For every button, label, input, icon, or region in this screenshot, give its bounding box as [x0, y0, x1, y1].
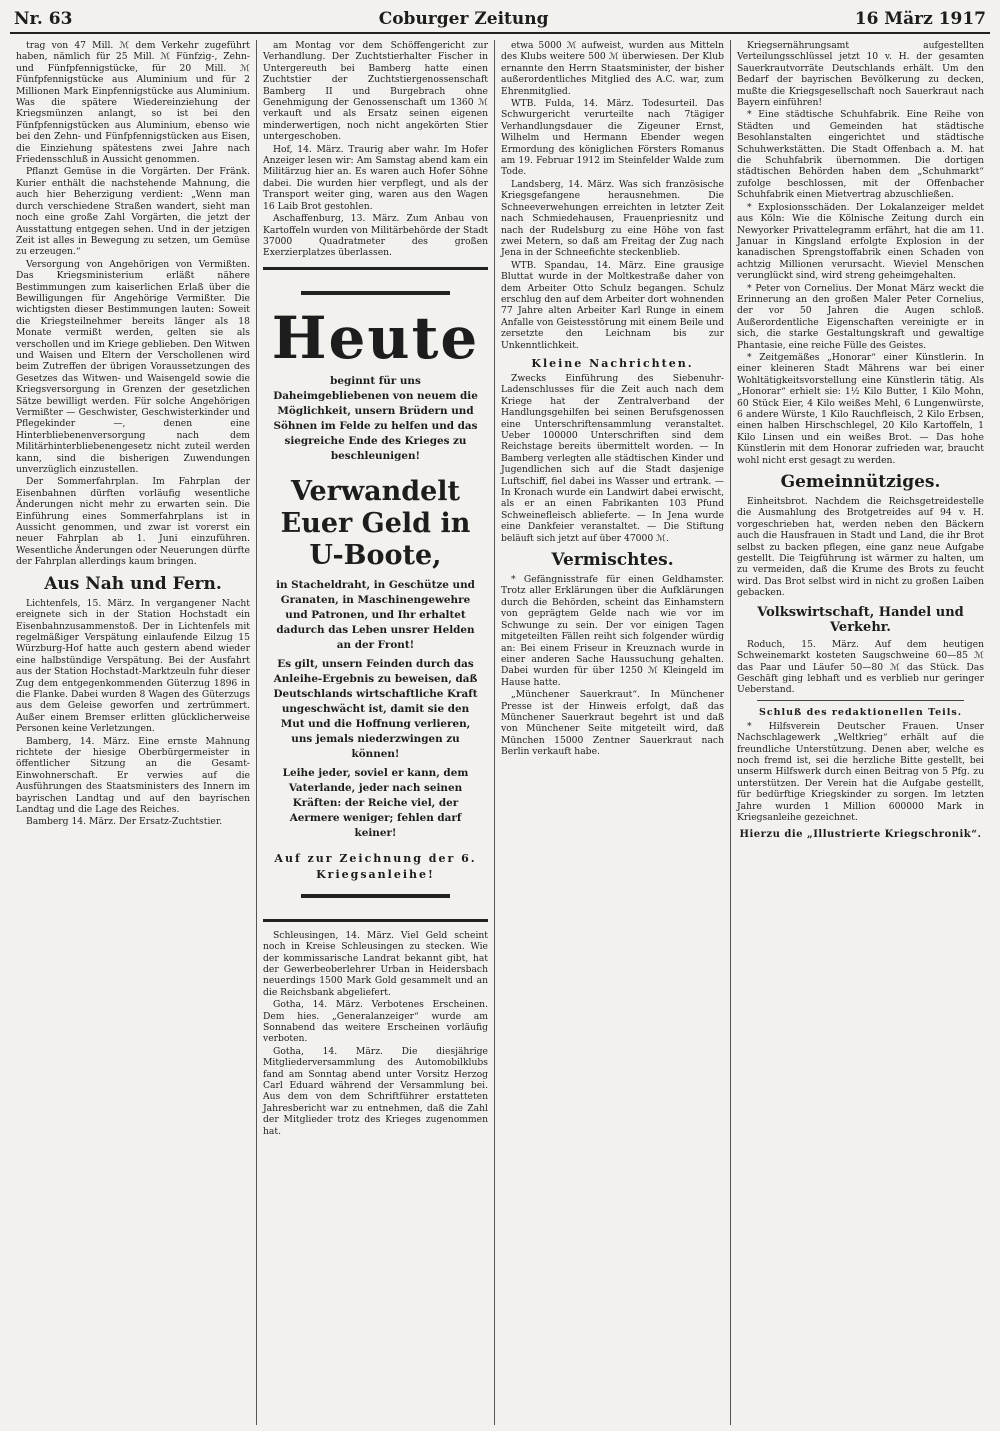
- article-paragraph: Gotha, 14. März. Verbotenes Erscheinen. Dem hies. „Generalanzeiger“ wurde am Sonnabend das weitere Erscheinen vorläufig verboten.: [263, 999, 488, 1045]
- ornament-divider: [301, 889, 450, 903]
- supplement-note: Hierzu die „Illustrierte Kriegschronik“.: [739, 829, 982, 841]
- section-heading: Volkswirtschaft, Handel und Verkehr.: [757, 604, 964, 635]
- article-paragraph: WTB. Spandau, 14. März. Eine grausige Bluttat wurde in der Moltkestraße daher von dem Arbeiter Otto Schulz begangen. Schulz erschlug den auf dem Arbeiter dort wohnenden 77 Jahre alten Arbeiter Karl Runge in einem Anfalle von Geistesstörung mit einem Beile und zersetzte den Leichnam bis zur Unkenntlichkeit.: [501, 259, 724, 351]
- article-paragraph: Zwecks Einführung des Siebenuhr-Ladenschlusses für die Zeit auch nach dem Kriege hat der Zentralverband der Handlungsgehilfen bei seinen Berufsgenossen eine Unterschriftensammlung veranstaltet. Ueber 100000 Unterschriften sind dem Reichstage bereits übermittelt worden. — In Bamberg verlegten alle städtischen Kinder und Jugendlichen sich auf die Stadt dasjenige Luftschiff, fiel dabei ins Wasser und ertrank. — In Kronach wurde ein Landwirt dabei erwischt, als er an einen Fabrikanten 103 Pfund Schweinefleisch ablieferte. — In Jena wurde eine Dankfeier veranstaltet. — Die Stiftung beläuft sich jetzt auf über 47000 ℳ.: [501, 372, 724, 544]
- ad-headline: Heute: [271, 303, 480, 372]
- section-heading: Kleine Nachrichten.: [531, 356, 694, 370]
- article-paragraph: Bamberg, 14. März. Eine ernste Mahnung richtete der hiesige Oberbürgermeister in öffentlicher Sitzung an die Gesamt-Einwohnerschaft. Er verwies auf die Ausführungen des Staatsministers des Innern im bayrischen Landtag und auf den bayrischen Landtag und die Lage des Reiches.: [16, 735, 250, 815]
- masthead: [10, 4, 990, 34]
- article-paragraph: etwa 5000 ℳ aufweist, wurden aus Mitteln des Klubs weitere 500 ℳ überwiesen. Der Klub ernannte den Herrn Staatsminister, der bisher außerordentliches Mitglied des A.C. war, zum Ehrenmitglied.: [501, 40, 724, 97]
- article-paragraph: Gotha, 14. März. Die diesjährige Mitgliederversammlung des Automobilklubs fand am Sonntag abend unter Vorsitz Herzog Carl Eduard während der Versammlung bei. Aus dem von dem Schriftführer erstatteten Jahresbericht war zu entnehmen, daß die Zahl der Mitglieder trotz des Krieges zugenommen hat.: [263, 1045, 488, 1137]
- article-paragraph: Der Sommerfahrplan. Im Fahrplan der Eisenbahnen dürften vorläufig wesentliche Änderungen nicht mehr zu erwarten sein. Die Einführung eines Sommerfahrplans ist in Aussicht genommen, und zwar ist vorerst ein neuer Fahrplan ab 1. Juni einzuführen. Wesentliche Änderungen oder Neuerungen dürfte der Fahrplan allerdings kaum bringen.: [16, 476, 250, 568]
- ad-call-to-action: Auf zur Zeichnung der 6. Kriegsanleihe!: [274, 851, 477, 881]
- column-3: [494, 40, 730, 1425]
- ad-slogan: Verwandelt Euer Geld in U-Boote,: [280, 475, 471, 571]
- article-paragraph: Schleusingen, 14. März. Viel Geld scheint noch in Kreise Schleusingen zu stecken. Wie der kommissarische Landrat bekannt gibt, hat der Gewerbeoberlehrer Urban in Heidersbach neuerdings 1500 Mark Gold gesammelt und an die Reichsbank abgeliefert.: [263, 929, 488, 998]
- article-paragraph: „Münchener Sauerkraut“. In Münchener Presse ist der Hinweis erfolgt, daß das Münchener Sauerkraut begehrt ist und daß von Münchener Seite mitgeteilt wird, daß München 15000 Zentner Sauerkraut nach Berlin verkauft habe.: [501, 689, 724, 758]
- article-paragraph: * Explosionsschäden. Der Lokalanzeiger meldet aus Köln: Wie die Kölnische Zeitung durch ein Newyorker Privattelegramm erfährt, hat die am 11. Januar in Kingsland erfolgte Explosion in der kanadischen Sprengstoffabrik einen Schaden von achtzig Millionen verursacht. Wieviel Menschen verunglückt sind, wird streng geheimgehalten.: [737, 201, 984, 282]
- article-paragraph: * Eine städtische Schuhfabrik. Eine Reihe von Städten und Gemeinden hat städtische Besohlanstalten eingerichtet und städtische Schuhwerkstätten. Die Stadt Offenbach a. M. hat die Schuhfabrik übernommen. Die dortigen städtischen Behörden haben dem „Schuhmarkt“ zufolge beschlossen, mit der Offenbacher Schuhfabrik einen Mietvertrag abzuschließen.: [737, 109, 984, 201]
- article-paragraph: am Montag vor dem Schöffengericht zur Verhandlung. Der Zuchtstierhalter Fischer in Untergereuth bei Bamberg hatte einen Zuchtstier der Zuchtstiergenossenschaft Bamberg II und Burgebrach ohne Genehmigung der Genossenschaft um 1360 ℳ verkauft und als Ersatz seinen eigenen minderwertigen, noch nicht angekörten Stier untergeschoben.: [263, 40, 488, 143]
- ad-text: Es gilt, unsern Feinden durch das Anleihe-Ergebnis zu beweisen, daß Deutschlands wirtschaftliche Kraft ungeschwächt ist, damit sie den Mut und die Hoffnung verlieren, uns jemals niederzwingen zu können!: [273, 657, 478, 760]
- article-paragraph: * Hilfsverein Deutscher Frauen. Unser Nachschlagewerk „Weltkrieg“ erhält auf die freundliche Unterstützung. Denen aber, welche es noch fremd ist, sei die herzliche Bitte gestellt, bei unserm Hilfswerk durch einen Beitrag von 5 Pfg. zu unterstützen. Der Verein hat die Aufgabe gestellt, für bedürftige Kriegskinder zu sorgen. Im letzten Jahre wurden 1 Million 600000 Mark in Kriegsanleihe gezeichnet.: [737, 720, 984, 823]
- ad-text: Leihe jeder, soviel er kann, dem Vaterlande, jeder nach seinen Kräften: der Reiche viel, der Aermere weniger; fehlen darf keiner!: [282, 766, 469, 839]
- section-heading: Vermischtes.: [551, 550, 674, 571]
- article-paragraph: Roduch, 15. März. Auf dem heutigen Schweinemarkt kosteten Saugschweine 60—85 ℳ das Paar und Läufer 50—80 ℳ das Stück. Das Geschäft ging lebhaft und es verblieb nur geringer Ueberstand.: [737, 638, 984, 696]
- ornament-divider: [301, 286, 450, 300]
- issue-date: 16 März 1917: [854, 9, 986, 29]
- section-heading: Schluß des redaktionellen Teils.: [758, 706, 963, 718]
- war-loan-advertisement: [263, 267, 488, 922]
- article-paragraph: trag von 47 Mill. ℳ dem Verkehr zugeführt haben, nämlich für 25 Mill. ℳ Fünfzig-, Zehn- und Fünfpfennigstücke, für 20 Mill. ℳ Fünfpfennigstücke aus Aluminium und für 2 Millionen Mark Einpfennigstücke aus Aluminium. Was die spätere Wiedereinziehung der Kriegsmünzen anlangt, so ist bei den Fünfpfennigstücken aus Aluminium, ebenso wie bei den Zehn- und Fünfpfennigstücken aus Eisen, die Einziehung spätestens zwei Jahre nach Friedensschluß in Aussicht genommen.: [16, 40, 250, 166]
- article-paragraph: Aschaffenburg, 13. März. Zum Anbau von Kartoffeln wurden von Militärbehörde der Stadt 37000 Quadratmeter des großen Exerzierplatzes überlassen.: [263, 213, 488, 259]
- article-paragraph: WTB. Fulda, 14. März. Todesurteil. Das Schwurgericht verurteilte nach 7tägiger Verhandlungsdauer die Zigeuner Ernst, Wilhelm und Hermann Ebender wegen Ermordung des königlichen Försters Romanus am 19. Februar 1912 im Steinfelder Walde zum Tode.: [501, 98, 724, 178]
- article-paragraph: * Zeitgemäßes „Honorar“ einer Künstlerin. In einer kleineren Stadt Mährens war bei einer Wohltätigkeitsvorstellung eine Künstlerin tätig. Als „Honorar“ erhielt sie: 1½ Kilo Butter, 1 Kilo Mohn, 60 Stück Eier, 4 Kilo weißes Mehl, 6 Lungenwürste, 6 andere Würste, 1 Kilo Rauchfleisch, 2 Kilo Erbsen, einen halben Hirschschlegel, 20 Kilo Kartoffeln, 1 Kilo Linsen und ein weißes Brot. — Das hohe Künstlerin mit dem Honorar zufrieden war, braucht wohl nicht erst gesagt zu werden.: [737, 351, 984, 466]
- divider: [757, 700, 964, 701]
- page-number: Nr. 63: [14, 9, 73, 29]
- column-2: [256, 40, 494, 1425]
- article-paragraph: Versorgung von Angehörigen von Vermißten. Das Kriegsministerium erläßt nähere Bestimmungen zum kaiserlichen Erlaß über die Bewilligungen für Angehörige Vermißter. Die wichtigsten dieser Bestimmungen lauten: Soweit die Kriegsteilnehmer bereits länger als 18 Monate vermißt werden, gelten sie als verschollen und im Kriege geblieben. Den Witwen und Waisen und Eltern der Verschollenen wird beim Zutreffen der übrigen Voraussetzungen des Gesetzes das Witwen- und Waisengeld sowie die Kriegsversorgung in Grenzen der gesetzlichen Sätze bewilligt werden. Für solche Angehörigen Vermißter — Geschwister, Geschwisterkinder und Pflegekinder —, denen eine Hinterbliebenenversorgung nach dem Militärhinterbliebenengesetz nicht zuteil werden kann, sind die bisherigen Zuwendungen unverzüglich einzustellen.: [16, 258, 250, 476]
- column-1: [10, 40, 256, 1425]
- column-4: [730, 40, 990, 1425]
- ad-text: beginnt für uns Daheimgebliebenen von neuem die Möglichkeit, unsern Brüdern und Söhnen im Felde zu helfen und das siegreiche Ende des Krieges zu beschleunigen!: [273, 374, 478, 462]
- article-paragraph: * Gefängnisstrafe für einen Geldhamster. Trotz aller Erklärungen über die Aufklärungen durch die Behörden, scheint das Einhamstern von geprägtem Gelde nach wie vor im Schwunge zu sein. Der vor einigen Tagen mitgeteilten Fällen reiht sich folgender würdig an: Bei einem Friseur in Kreuznach wurde in einer anderen Sache Haussuchung gehalten. Dabei wurden für über 1250 ℳ Kleingeld im Hause hatte.: [501, 574, 724, 688]
- article-paragraph: Landsberg, 14. März. Was sich französische Kriegsgefangene herausnehmen. Die Schneeverwehungen erreichten in letzter Zeit nach Schmiedehausen, Frauenpriesnitz und nach der Rudelsburg zu eine Höhe von fast zwei Metern, so daß am Freitag der Zug nach Jena in der Schneefichte steckenblieb.: [501, 178, 724, 259]
- columns: [10, 40, 990, 1425]
- ad-text: in Stacheldraht, in Geschütze und Granaten, in Maschinengewehre und Patronen, und Ihr erhaltet dadurch das Leben unsrer Helden an der Front!: [276, 578, 475, 651]
- article-paragraph: Pflanzt Gemüse in die Vorgärten. Der Fränk. Kurier enthält die nachstehende Mahnung, die auch hier Beherzigung verdient: „Wenn man durch verschiedene Straßen wandert, sieht man noch eine große Zahl Vorgärten, die jetzt der Ausstattung entgegen sehen. Und in der jetzigen Zeit ist alles in Bewegung zu setzen, um Gemüse zu erzeugen.“: [16, 166, 250, 258]
- article-paragraph: Lichtenfels, 15. März. In vergangener Nacht ereignete sich in der Station Hochstadt ein Eisenbahnzusammenstoß. Der in Lichtenfels mit regelmäßiger Verspätung einlaufende Eilzug 15 Würzburg-Hof hatte auch gestern abend wieder eine halbstündige Verspätung. Bei der Ausfahrt aus der Station Hochstadt-Marktzeuln fuhr dieser Zug dem entgegenkommenden Güterzug 1896 in die Flanke. Dabei wurden 8 Wagen des Güterzugs aus dem Geleise geworfen und zertrümmert. Außer einem Bremser erlitten glücklicherweise Personen keine Verletzungen.: [16, 597, 250, 735]
- section-heading: Gemeinnütziges.: [780, 472, 941, 493]
- newspaper-title: Coburger Zeitung: [378, 9, 549, 29]
- article-paragraph: * Peter von Cornelius. Der Monat März weckt die Erinnerung an den großen Maler Peter Cornelius, der vor 50 Jahren die Augen schloß. Außerordentliche Eigenschaften vereinigte er in sich, die starke Gestaltungskraft und gewaltige Phantasie, eine reiche Fülle des Geistes.: [737, 282, 984, 351]
- article-paragraph: Einheitsbrot. Nachdem die Reichsgetreidestelle die Ausmahlung des Brotgetreides auf 94 v. H. vorgeschrieben hat, werden neben den Bäckern auch die Hausfrauen in Stadt und Land, die ihr Brot selbst zu backen pflegen, eine ganz neue Aufgabe gestellt. Die Teigführung ist wärmer zu halten, um zu vermeiden, daß die Krume des Brots zu feucht wird. Das Brot selbst wird in nicht zu großen Laiben gebacken.: [737, 496, 984, 599]
- article-paragraph: Bamberg 14. März. Der Ersatz-Zuchtstier.: [26, 816, 223, 828]
- section-heading: Aus Nah und Fern.: [44, 573, 222, 594]
- article-paragraph: Kriegsernährungsamt aufgestellten Verteilungsschlüssel jetzt 10 v. H. der gesamten Sauerkrautvorräte Deutschlands erhält. Um den Bedarf der bayrischen Bevölkerung zu decken, mußte die Kriegsgesellschaft noch Sauerkraut nach Bayern einführen!: [737, 40, 984, 109]
- article-paragraph: Hof, 14. März. Traurig aber wahr. Im Hofer Anzeiger lesen wir: Am Samstag abend kam ein Militärzug hier an. Es waren auch Hofer Söhne dabei. Die wurden hier verpflegt, und als der Transport weiter ging, waren aus den Wagen 16 Laib Brot gestohlen.: [263, 143, 488, 212]
